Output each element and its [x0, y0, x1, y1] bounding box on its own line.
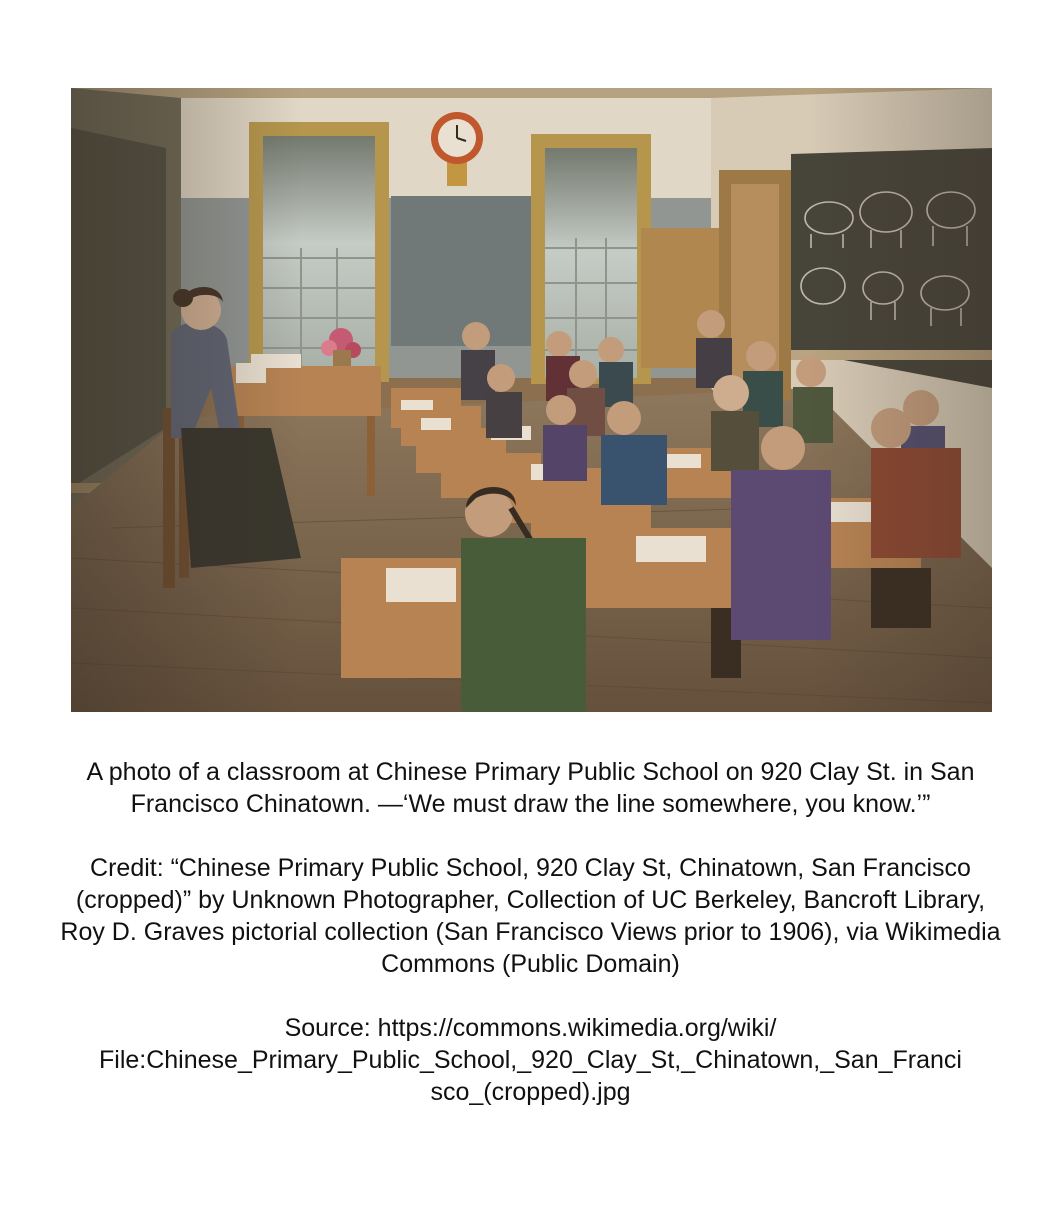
- source-tail: sco_(cropped).jpg: [430, 1078, 631, 1106]
- photo-credit: Credit: “Chinese Primary Public School, 920 Clay St, Chinatown, San Francisco (cropped)” by Unknown Photographer, Collection of UC Berkeley, Bancroft Library, Roy D. Graves pictorial collection (San Francisco Views prior to 1906), via Wikimedia Commons (Public Domain): [60, 854, 1001, 978]
- photo-source: [60, 1012, 1001, 1108]
- source-file: File:Chinese_Primary_Public_School,_920_Clay_St,_Chinatown,_San_Franci: [99, 1046, 962, 1074]
- classroom-illustration: [71, 88, 992, 712]
- caption-block: [60, 756, 1001, 1108]
- source-label: Source: https://commons.wikimedia.org/wiki/: [284, 1014, 777, 1042]
- classroom-photo: [71, 88, 992, 712]
- photo-description: A photo of a classroom at Chinese Primary Public School on 920 Clay St. in San Francisco Chinatown. —‘We must draw the line somewhere, you know.’”: [86, 758, 975, 818]
